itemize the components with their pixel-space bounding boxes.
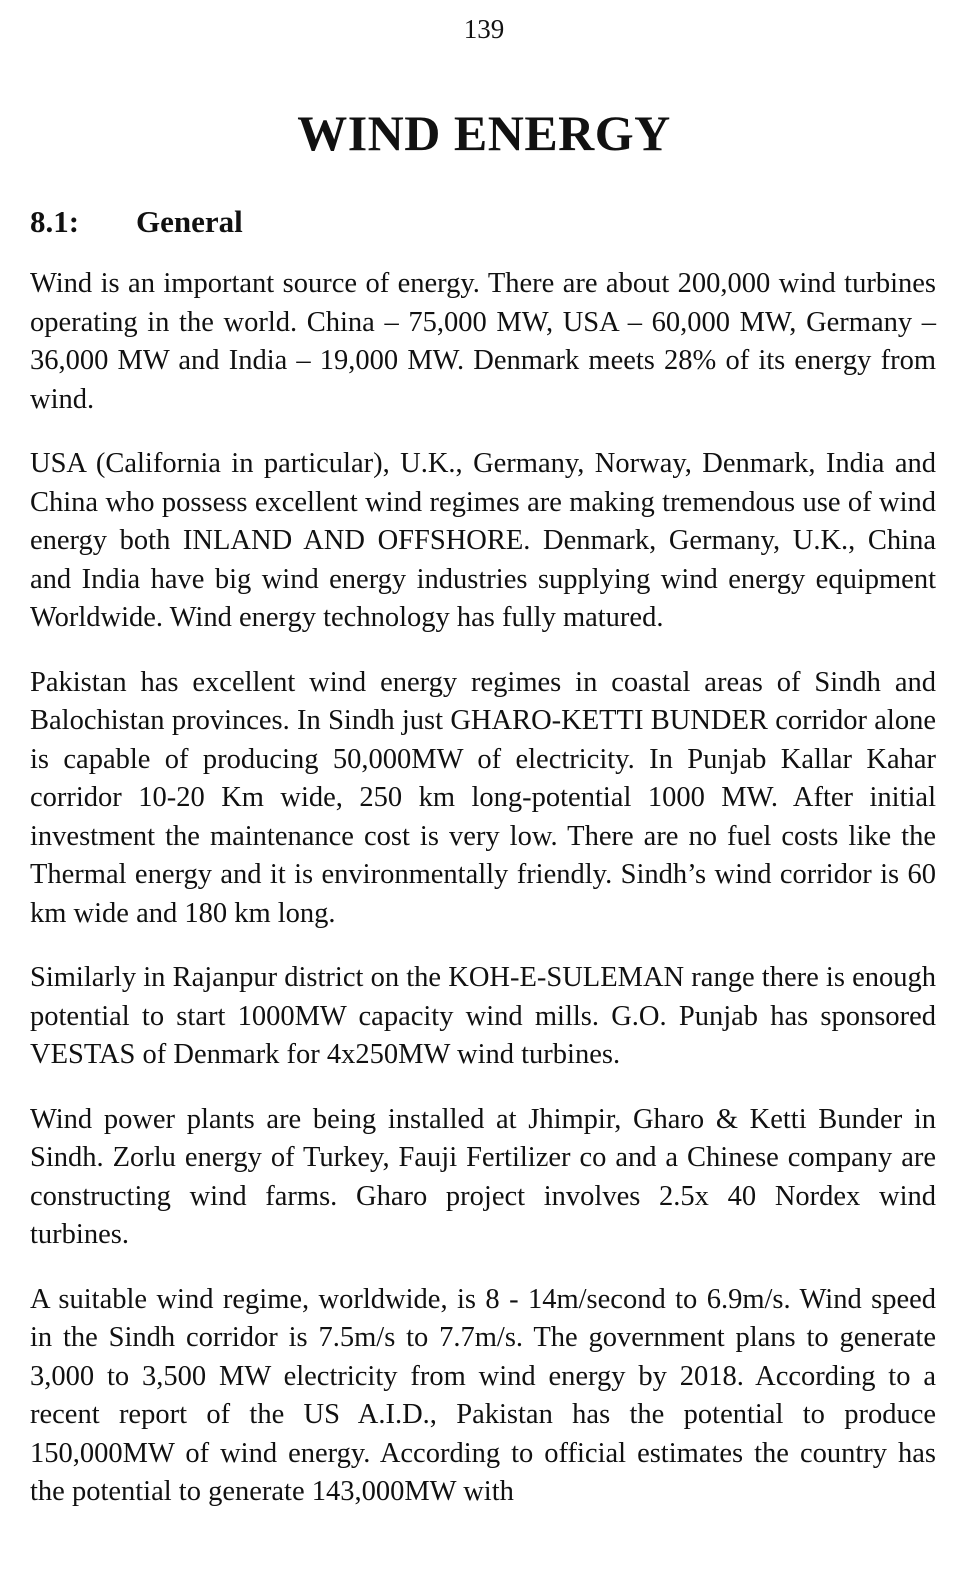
- page-number: 139: [463, 14, 505, 44]
- section-number: 8.1:: [30, 204, 80, 239]
- paragraph-wind-overview: Wind is an important source of energy. There are about 200,000 wind turbines operating in the world. China – 75,000 MW, USA – 60,000 MW, Germany – 36,000 MW and India – 19,000 MW. Denmark meets 28% of its energy from wind.: [30, 268, 936, 415]
- section-heading: [30, 204, 243, 240]
- paragraph-rajanpur: Similarly in Rajanpur district on the KOH-E-SULEMAN range there is enough potential to start 1000MW capacity wind mills. G.O. Punjab has sponsored VESTAS of Denmark for 4x250MW wind turbines.: [30, 962, 936, 1070]
- paragraph-wind-countries: USA (California in particular), U.K., Germany, Norway, Denmark, India and China who possess excellent wind regimes are making tremendous use of wind energy both INLAND AND OFFSHORE. Denmark, Germany, U.K., China and India have big wind energy industries supplying wind energy equipment Worldwide. Wind energy technology has fully matured.: [30, 448, 936, 633]
- chapter-title: WIND ENERGY: [297, 105, 671, 161]
- section-title: General: [136, 204, 243, 239]
- body-text: [30, 265, 936, 1538]
- paragraph-wind-regime: A suitable wind regime, worldwide, is 8 - 14m/second to 6.9m/s. Wind speed in the Sindh corridor is 7.5m/s to 7.7m/s. The government plans to generate 3,000 to 3,500 MW electricity from wind energy by 2018. According to a recent report of the US A.I.D., Pakistan has the potential to produce 150,000MW of wind energy. According to official estimates the country has the potential to generate 143,000MW with: [30, 1283, 936, 1507]
- paragraph-sindh-plants: Wind power plants are being installed at Jhimpir, Gharo & Ketti Bunder in Sindh. Zorlu energy of Turkey, Fauji Fertilizer co and a Chinese company are constructing wind farms. Gharo project involves 2.5x 40 Nordex wind turbines.: [30, 1103, 936, 1250]
- paragraph-pakistan-potential: Pakistan has excellent wind energy regimes in coastal areas of Sindh and Balochistan provinces. In Sindh just GHARO-KETTI BUNDER corridor alone is capable of producing 50,000MW of electricity. In Punjab Kallar Kahar corridor 10-20 Km wide, 250 km long-potential 1000 MW. After initial investment the maintenance cost is very low. There are no fuel costs like the Thermal energy and it is environmentally friendly. Sindh’s wind corridor is 60 km wide and 180 km long.: [30, 666, 936, 929]
